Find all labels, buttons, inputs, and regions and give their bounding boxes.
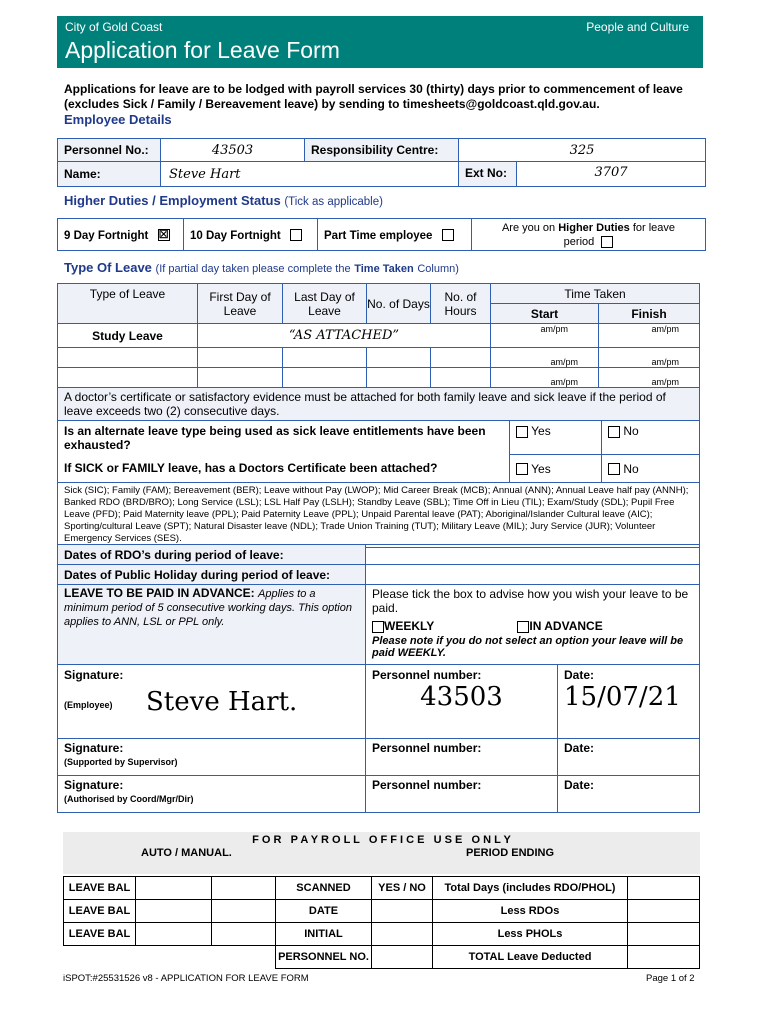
higher-duties-text-2: Higher Duties bbox=[558, 221, 630, 234]
leave-note-1: (If partial day taken please complete the bbox=[155, 263, 351, 275]
dept-name: People and Culture bbox=[586, 20, 689, 34]
authoriser-signature-label: Signature: bbox=[64, 778, 124, 792]
payroll-leave-bal-3-b[interactable] bbox=[212, 923, 276, 946]
payroll-total-days-label: Total Days (includes RDO/PHOL) bbox=[433, 877, 628, 900]
ph-dates-label: Dates of Public Holiday during period of leave: bbox=[58, 565, 366, 585]
ph-dates-field[interactable] bbox=[366, 565, 700, 585]
payroll-less-rdo-field[interactable] bbox=[628, 900, 700, 923]
employee-date-value: 15/07/21 bbox=[564, 682, 681, 712]
payroll-scanned-label: SCANNED bbox=[276, 877, 372, 900]
leave-row-3-type[interactable] bbox=[58, 368, 198, 388]
rdo-dates-label: Dates of RDO’s during period of leave: bbox=[58, 545, 366, 565]
cert-no-label: No bbox=[623, 461, 639, 476]
header-banner bbox=[57, 16, 703, 68]
alternate-yes-option bbox=[510, 421, 602, 455]
employee-date-label: Date: bbox=[564, 668, 595, 682]
alternate-yes-label: Yes bbox=[531, 424, 551, 438]
intro-text: Applications for leave are to be lodged with payroll services 30 (thirty) days prior to commencement of leave (excludes Sick / Family / Bereavement leave) by sending to timesheets@goldcoast.qld.gov.au. bbox=[64, 82, 683, 111]
employee-signature-value: Steve Hart. bbox=[146, 687, 298, 717]
supervisor-role-label: (Supported by Supervisor) bbox=[64, 757, 178, 767]
leave-row-2-type[interactable] bbox=[58, 348, 198, 368]
cert-yes-label: Yes bbox=[531, 461, 551, 476]
leave-row-1-finish[interactable]: am/pm bbox=[599, 324, 700, 348]
supervisor-signature-label: Signature: bbox=[64, 741, 124, 755]
leave-row-3-first[interactable] bbox=[198, 368, 283, 388]
leave-row-2-start[interactable]: am/pm bbox=[491, 348, 599, 368]
ext-field[interactable]: 3707 bbox=[594, 165, 628, 180]
in-advance-label: IN ADVANCE bbox=[529, 619, 603, 633]
col-hours: No. of Hours bbox=[431, 284, 491, 324]
col-days: No. of Days bbox=[367, 284, 431, 324]
advance-tick-note: Please tick the box to advise how you wish your leave to be paid. bbox=[372, 587, 689, 615]
col-time-taken: Time Taken bbox=[491, 284, 700, 304]
col-start: Start bbox=[491, 304, 599, 324]
signatures-table bbox=[57, 664, 700, 813]
payroll-less-phol-field[interactable] bbox=[628, 923, 700, 946]
payroll-blank-3 bbox=[212, 946, 276, 969]
payroll-less-rdo-label: Less RDOs bbox=[433, 900, 628, 923]
name-field[interactable]: Steve Hart bbox=[161, 162, 459, 187]
higher-duties-text-1: Are you on bbox=[501, 221, 556, 234]
authoriser-pn-cell[interactable]: Personnel number: bbox=[366, 776, 558, 813]
employment-status-table bbox=[57, 218, 706, 251]
authoriser-signature-cell[interactable] bbox=[58, 776, 366, 813]
payroll-leave-bal-1-b[interactable] bbox=[212, 877, 276, 900]
leave-note-3: Column) bbox=[417, 263, 459, 275]
payroll-yes-no[interactable]: YES / NO bbox=[372, 877, 433, 900]
payroll-table bbox=[63, 876, 700, 969]
leave-row-3-start[interactable]: am/pm bbox=[491, 368, 599, 388]
leave-row-2-first[interactable] bbox=[198, 348, 283, 368]
col-last-day: Last Day of Leave bbox=[283, 284, 367, 324]
leave-title: Type Of Leave bbox=[64, 260, 152, 275]
advance-choice-row bbox=[372, 619, 693, 633]
payroll-date-field[interactable] bbox=[372, 900, 433, 923]
payroll-header bbox=[63, 832, 700, 874]
advance-desc-1: Applies to a bbox=[258, 588, 316, 600]
leave-table bbox=[57, 283, 700, 421]
supervisor-signature-cell[interactable] bbox=[58, 739, 366, 776]
payroll-initial-label: INITIAL bbox=[276, 923, 372, 946]
weekly-checkbox[interactable] bbox=[372, 621, 384, 633]
alternate-yes-checkbox[interactable] bbox=[516, 426, 528, 438]
employee-pn-label: Personnel number: bbox=[372, 668, 482, 682]
payroll-initial-field[interactable] bbox=[372, 923, 433, 946]
advance-table bbox=[57, 584, 700, 665]
sick-leave-questions-table bbox=[57, 420, 700, 548]
authoriser-role-label: (Authorised by Coord/Mgr/Dir) bbox=[64, 794, 194, 804]
payroll-leave-bal-1-a[interactable] bbox=[136, 877, 212, 900]
leave-row-1-type[interactable]: Study Leave bbox=[58, 324, 198, 348]
employee-date-cell[interactable] bbox=[558, 665, 700, 739]
leave-row-2-finish[interactable]: am/pm bbox=[599, 348, 700, 368]
payroll-total-days-field[interactable] bbox=[628, 877, 700, 900]
payroll-date-label: DATE bbox=[276, 900, 372, 923]
higher-duties-text-3: for leave bbox=[632, 221, 676, 234]
duties-note: (Tick as applicable) bbox=[284, 196, 383, 208]
payroll-personnel-label: PERSONNEL NO. bbox=[276, 946, 372, 969]
payroll-total-deducted-field[interactable] bbox=[628, 946, 700, 969]
higher-duties-checkbox[interactable] bbox=[601, 236, 613, 248]
personnel-label: Personnel No.: bbox=[58, 139, 161, 162]
cert-no-option bbox=[602, 455, 700, 483]
leave-row-1-dates[interactable]: “AS ATTACHED” bbox=[198, 324, 491, 348]
nine-day-checkbox[interactable]: ☒ bbox=[158, 229, 169, 242]
leave-row-2-hours[interactable] bbox=[431, 348, 491, 368]
higher-duties-option bbox=[472, 219, 706, 251]
part-time-label: Part Time employee bbox=[324, 229, 433, 242]
resp-centre-label: Responsibility Centre: bbox=[305, 139, 459, 162]
nine-day-option bbox=[58, 219, 184, 251]
payroll-leave-bal-2-a[interactable] bbox=[136, 900, 212, 923]
employee-details-table bbox=[57, 138, 706, 187]
payroll-leave-bal-3: LEAVE BAL bbox=[64, 923, 136, 946]
advance-default-note: Please note if you do not select an option your leave will be paid WEEKLY. bbox=[372, 635, 684, 659]
leave-note-2: Time Taken bbox=[354, 263, 414, 275]
employee-signature-cell[interactable] bbox=[58, 665, 366, 739]
doctor-certificate-note: A doctor’s certificate or satisfactory evidence must be attached for both family leave and sick leave if the period of leave exceeds two (2) consecutive days. bbox=[58, 388, 700, 421]
leave-row-2-days[interactable] bbox=[367, 348, 431, 368]
alternate-no-checkbox[interactable] bbox=[608, 426, 620, 438]
leave-row-3-finish[interactable]: am/pm bbox=[599, 368, 700, 388]
leave-section-title bbox=[64, 260, 459, 275]
employee-signature-label: Signature: bbox=[64, 668, 124, 682]
payroll-auto-manual: AUTO / MANUAL. bbox=[141, 847, 232, 859]
personnel-field[interactable]: 43503 bbox=[161, 139, 305, 162]
cert-yes-option bbox=[510, 455, 602, 483]
payroll-leave-bal-1: LEAVE BAL bbox=[64, 877, 136, 900]
payroll-blank-2 bbox=[136, 946, 212, 969]
nine-day-label: 9 Day Fortnight bbox=[64, 229, 149, 242]
duties-title: Higher Duties / Employment Status bbox=[64, 193, 281, 208]
payroll-blank-1 bbox=[64, 946, 136, 969]
alternate-no-option bbox=[602, 421, 700, 455]
resp-centre-field[interactable]: 325 bbox=[459, 139, 706, 162]
payroll-leave-bal-3-a[interactable] bbox=[136, 923, 212, 946]
supervisor-pn-cell[interactable]: Personnel number: bbox=[366, 739, 558, 776]
ten-day-checkbox[interactable] bbox=[290, 229, 302, 241]
payroll-total-deducted-label: TOTAL Leave Deducted bbox=[433, 946, 628, 969]
part-time-checkbox[interactable] bbox=[442, 229, 454, 241]
payroll-period-ending: PERIOD ENDING bbox=[466, 847, 555, 859]
org-name: City of Gold Coast bbox=[65, 20, 163, 34]
doctor-cert-question: If SICK or FAMILY leave, has a Doctors Certificate been attached? bbox=[58, 455, 510, 483]
leave-row-3-last[interactable] bbox=[283, 368, 367, 388]
payroll-title: F O R P A Y R O L L O F F I C E U S E O N L Y bbox=[252, 834, 511, 846]
payroll-less-phol-label: Less PHOLs bbox=[433, 923, 628, 946]
employee-pn-value: 43503 bbox=[420, 682, 503, 712]
rdo-dates-field[interactable] bbox=[366, 545, 700, 565]
in-advance-checkbox[interactable] bbox=[517, 621, 529, 633]
page-title: Application for Leave Form bbox=[65, 37, 340, 63]
advance-desc-2: minimum period of 5 consecutive working days. This option applies to ANN, LSL or PPL only. bbox=[64, 602, 352, 628]
payroll-leave-bal-2-b[interactable] bbox=[212, 900, 276, 923]
advance-info bbox=[58, 585, 366, 665]
employee-section-title: Employee Details bbox=[64, 112, 172, 127]
col-finish: Finish bbox=[599, 304, 700, 324]
payroll-leave-bal-2: LEAVE BAL bbox=[64, 900, 136, 923]
col-first-day: First Day of Leave bbox=[198, 284, 283, 324]
leave-row-2-last[interactable] bbox=[283, 348, 367, 368]
leave-row-3-days[interactable] bbox=[367, 368, 431, 388]
part-time-option bbox=[318, 219, 472, 251]
col-type: Type of Leave bbox=[58, 284, 198, 324]
payroll-personnel-field[interactable] bbox=[372, 946, 433, 969]
alternate-no-label: No bbox=[623, 424, 639, 438]
advance-options bbox=[366, 585, 700, 665]
higher-duties-text-4: period bbox=[563, 235, 595, 248]
supervisor-date-cell[interactable]: Date: bbox=[558, 739, 700, 776]
duties-section-title bbox=[64, 193, 383, 208]
name-label: Name: bbox=[58, 162, 161, 187]
cert-no-checkbox[interactable] bbox=[608, 463, 620, 475]
ten-day-option bbox=[184, 219, 318, 251]
alternate-leave-question: Is an alternate leave type being used as sick leave entitlements have been exhausted? bbox=[58, 421, 510, 455]
authoriser-date-cell[interactable]: Date: bbox=[558, 776, 700, 813]
footer-doc-id: iSPOT:#25531526 v8 - APPLICATION FOR LEAVE FORM bbox=[63, 973, 309, 984]
leave-codes-legend: Sick (SIC); Family (FAM); Bereavement (BER); Leave without Pay (LWOP); Mid Career Break (MCB); Annual (ANN); Annual Leave half pay (ANNH); Banked RDO (BRD/BRO); Long Service (LSL); LSL Half Pay (LSLH); Standby Leave (SBL); Time Off in Lieu (TIL); Exam/Study (SDL); Pupil Free Leave (PFD); Paid Maternity leave (PPL); Paid Paternity Leave (PPL); Unpaid Parental leave (PAT); Aboriginal/Islander Cultural leave (AIC); Sporting/cultural Leave (SPT); Natural Disaster leave (NDL); Trade Union Training (TUT); Military Leave (MIL); Jury Service (JUR); Volunteer Emergency Services (SES). bbox=[58, 483, 700, 548]
employee-role-label: (Employee) bbox=[64, 700, 113, 710]
ten-day-label: 10 Day Fortnight bbox=[190, 229, 281, 242]
leave-row-3-hours[interactable] bbox=[431, 368, 491, 388]
ext-label: Ext No: bbox=[459, 162, 517, 186]
advance-title: LEAVE TO BE PAID IN ADVANCE: bbox=[64, 586, 255, 600]
weekly-label: WEEKLY bbox=[384, 619, 435, 633]
cert-yes-checkbox[interactable] bbox=[516, 463, 528, 475]
leave-row-1-start[interactable]: am/pm bbox=[491, 324, 599, 348]
rdo-ph-table bbox=[57, 544, 700, 585]
employee-pn-cell[interactable] bbox=[366, 665, 558, 739]
footer-page-number: Page 1 of 2 bbox=[646, 973, 695, 984]
